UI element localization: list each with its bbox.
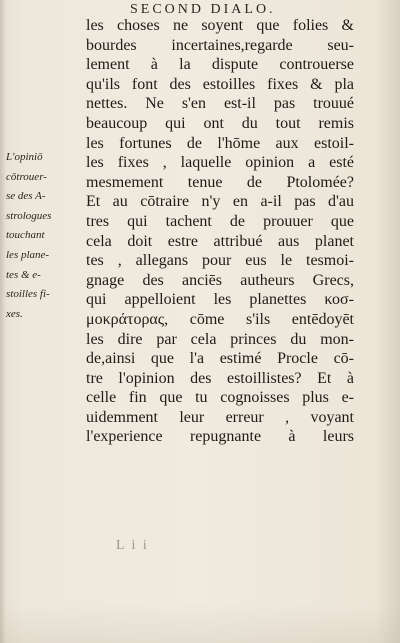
marginal-note-line: touchant (6, 229, 45, 242)
text-line: bourdes incertaines,regarde seu- (86, 36, 354, 54)
text-line: de,ainsi que l'a estimé Procle cō- (86, 350, 354, 368)
text-line: les choses ne soyent que folies & (86, 17, 354, 34)
signature-mark: L i i (116, 538, 149, 553)
marginal-note-line: les plane- (6, 248, 50, 261)
marginal-note (6, 148, 84, 324)
text-line: celle fin que tu cognoisses plus e- (86, 389, 354, 407)
text-line: les fixes , laquelle opinion a esté (86, 154, 354, 172)
text-line: les fortunes de l'hōme aux estoil- (86, 134, 354, 152)
text-line: μοκράτορας, cōme s'ils entēdoyēt (86, 310, 354, 328)
text-line: qui appelloient les planettes κοσ- (86, 291, 354, 309)
text-line: beaucoup qui ont du tout remis (86, 114, 354, 132)
marginal-note-line: stoilles fi- (6, 288, 50, 301)
text-line: l'experience repugnante à leurs (86, 428, 354, 446)
body-text (86, 16, 354, 447)
marginal-note-line: xes. (6, 307, 23, 320)
text-line: Et au cōtraire n'y en a-il pas d'au (86, 193, 354, 211)
text-line: nettes. Ne s'en est-il pas trouué (86, 95, 354, 113)
text-line: cela doit estre attribué aus planet (86, 232, 354, 250)
text-line: gnage des anciēs autheurs Grecs, (86, 271, 354, 289)
text-line: tre l'opinion des estoillistes? Et à (86, 369, 354, 387)
text-line: tres qui tachent de prouuer que (86, 212, 354, 230)
text-line: les dire par cela princes du mon- (86, 330, 354, 348)
text-line: qu'ils font des estoilles fixes & pla (86, 75, 354, 93)
text-line: uidemment leur erreur , voyant (86, 408, 354, 426)
text-line: lement à la dispute controuerse (86, 56, 354, 74)
marginal-note-line: tes & e- (6, 268, 41, 281)
marginal-note-line: se des A- (6, 190, 46, 203)
text-line: tes , allegans pour eus le tesmoi- (86, 252, 354, 270)
marginal-note-line: L'opiniō (6, 151, 43, 163)
running-head: SECOND DIALO. (130, 2, 276, 17)
text-line: mesmement tenue de Ptolomée? (86, 173, 354, 191)
marginal-note-line: strologues (6, 209, 52, 222)
marginal-note-line: cōtrouer- (6, 170, 47, 183)
